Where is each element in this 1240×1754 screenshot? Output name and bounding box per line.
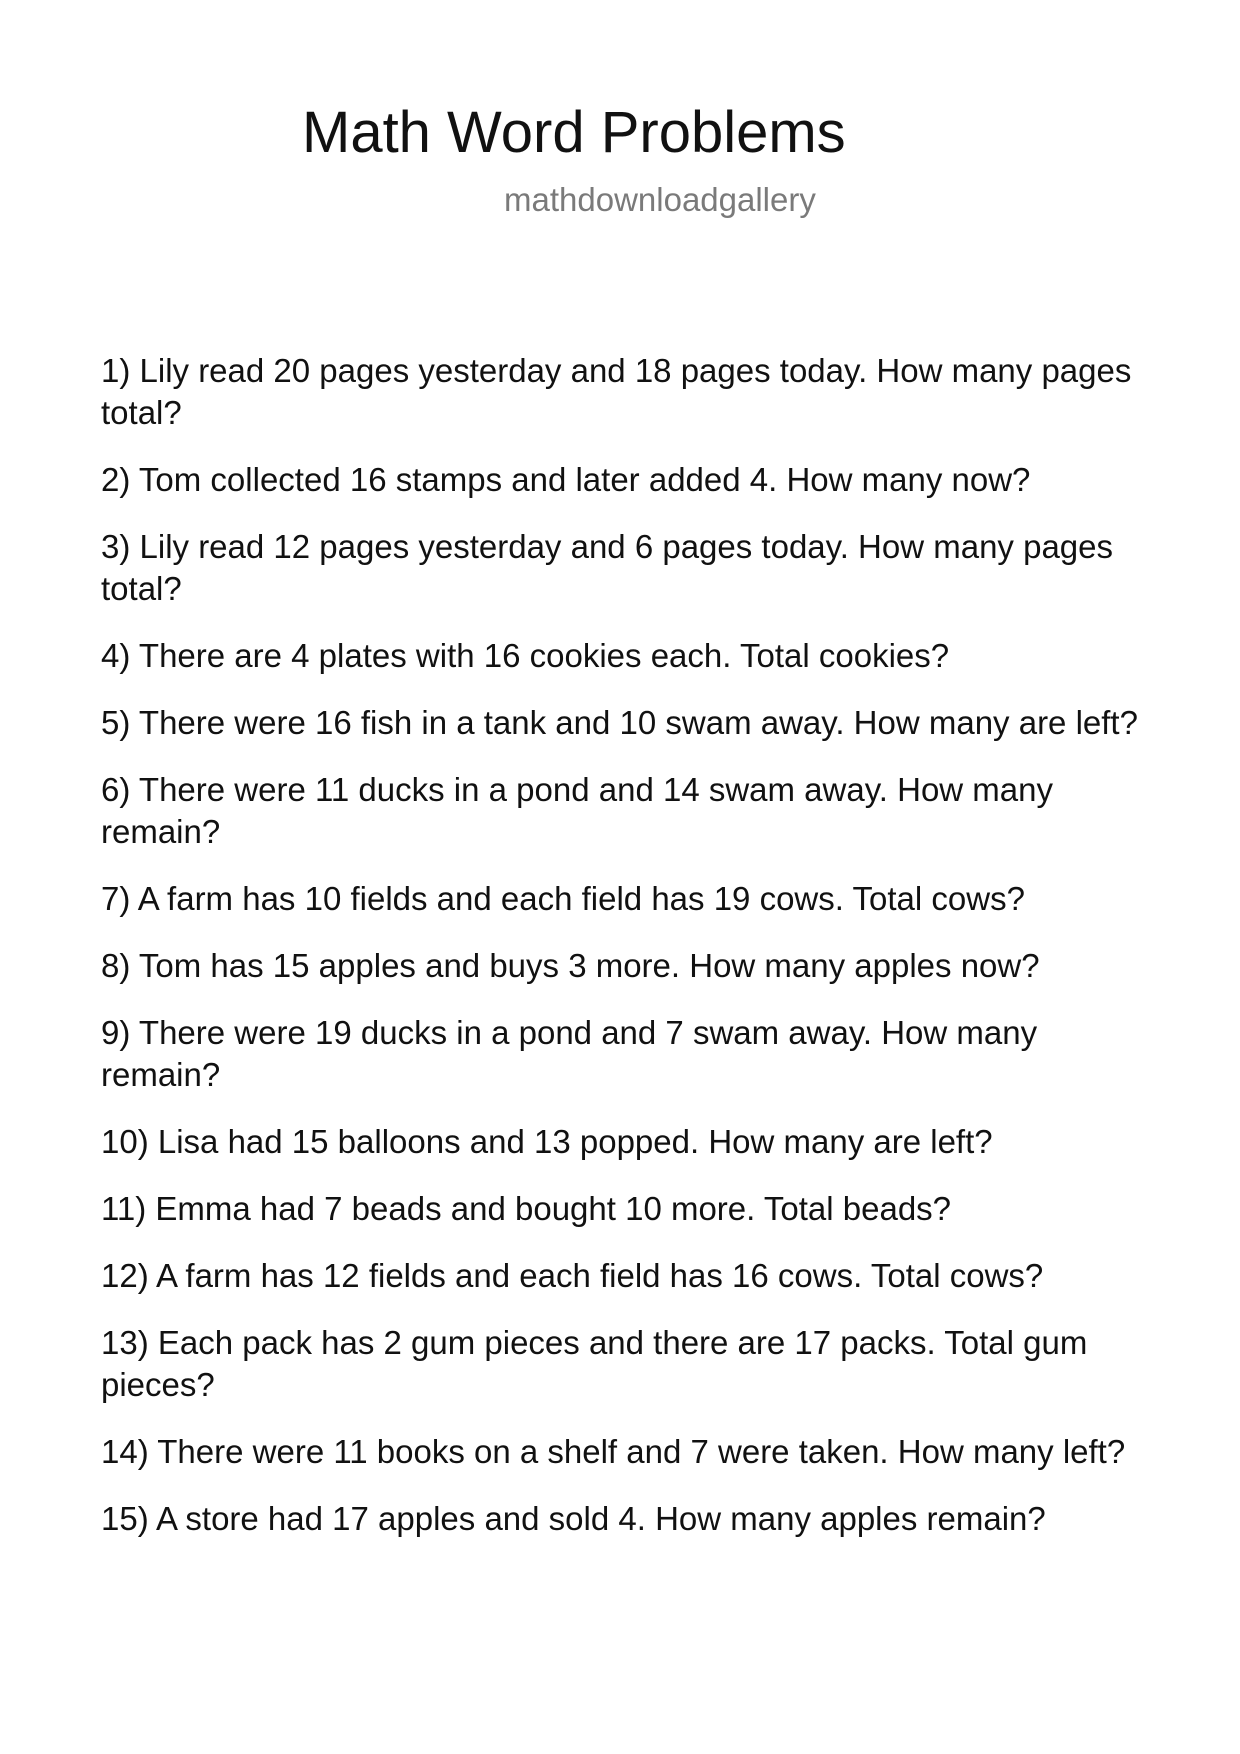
problem-item-8: 8) Tom has 15 apples and buys 3 more. How many apples now? [101, 947, 1040, 984]
problem-item-5: 5) There were 16 fish in a tank and 10 swam away. How many are left? [101, 704, 1138, 741]
problem-item-2: 2) Tom collected 16 stamps and later added 4. How many now? [101, 461, 1031, 498]
page-subtitle: mathdownloadgallery [504, 181, 816, 218]
problem-list [101, 350, 1141, 1565]
problem-item-13: 13) Each pack has 2 gum pieces and there are 17 packs. Total gum pieces? [101, 1324, 1088, 1403]
problem-item-10: 10) Lisa had 15 balloons and 13 popped. How many are left? [101, 1123, 993, 1160]
problem-item-4: 4) There are 4 plates with 16 cookies each. Total cookies? [101, 637, 950, 674]
problem-item-15: 15) A store had 17 apples and sold 4. How many apples remain? [101, 1500, 1046, 1537]
problem-item-9: 9) There were 19 ducks in a pond and 7 swam away. How many remain? [101, 1014, 1038, 1093]
problem-item-3: 3) Lily read 12 pages yesterday and 6 pages today. How many pages total? [101, 528, 1114, 607]
problem-item-1: 1) Lily read 20 pages yesterday and 18 pages today. How many pages total? [101, 352, 1132, 431]
problem-item-14: 14) There were 11 books on a shelf and 7 were taken. How many left? [101, 1433, 1126, 1470]
page-title: Math Word Problems [302, 100, 846, 165]
problem-item-11: 11) Emma had 7 beads and bought 10 more. Total beads? [101, 1190, 952, 1227]
worksheet-header [0, 0, 1240, 260]
problem-item-12: 12) A farm has 12 fields and each field has 16 cows. Total cows? [101, 1257, 1044, 1294]
problem-item-6: 6) There were 11 ducks in a pond and 14 swam away. How many remain? [101, 771, 1053, 850]
problem-item-7: 7) A farm has 10 fields and each field has 19 cows. Total cows? [101, 880, 1025, 917]
